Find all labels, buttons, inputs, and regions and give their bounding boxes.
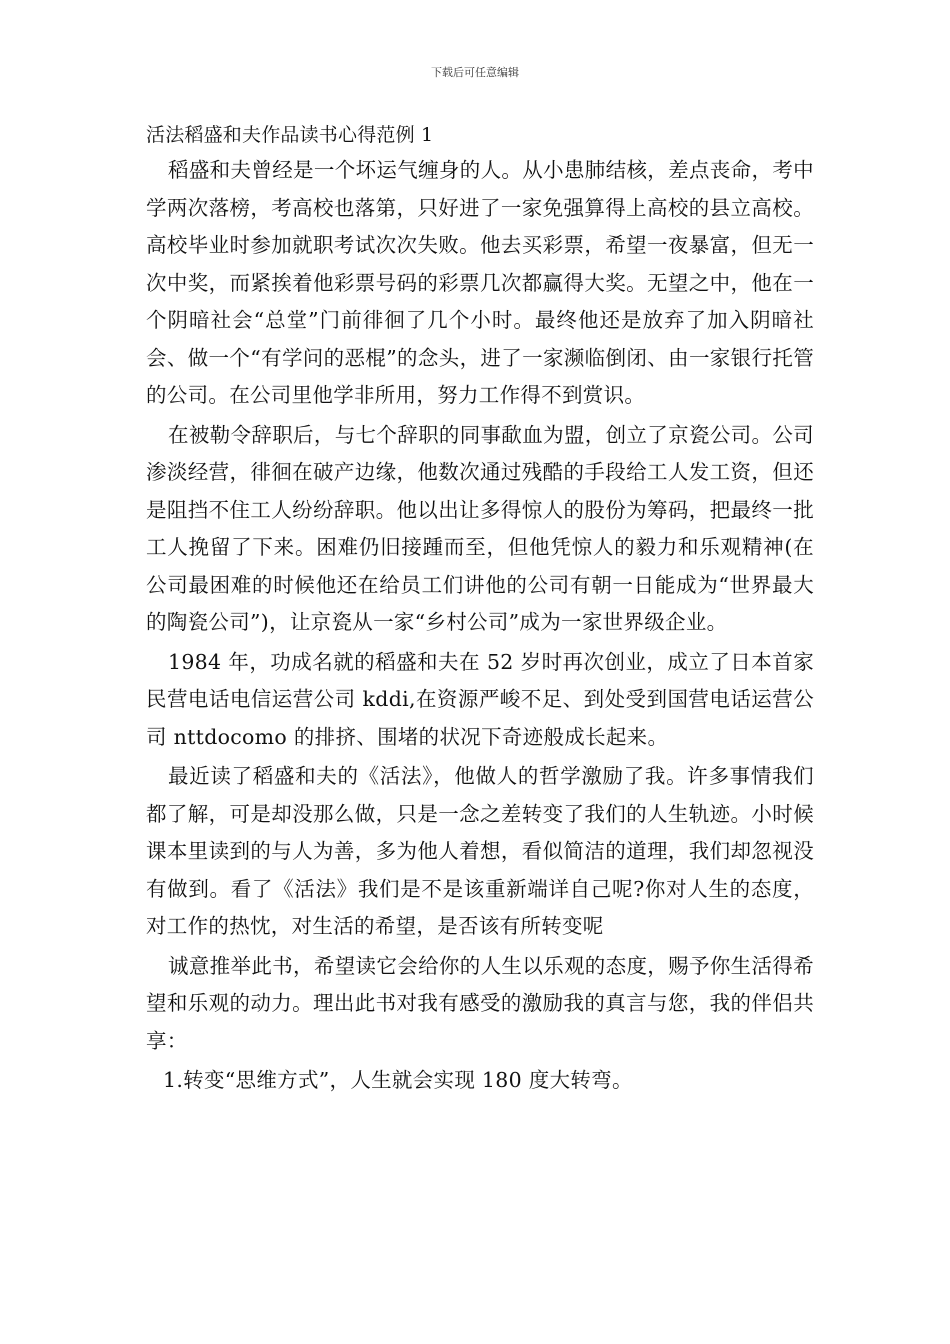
paragraph-5: 诚意推举此书，希望读它会给你的人生以乐观的态度，赐予你生活得希望和乐观的动力。理出此书对我有感受的激励我的真言与您，我的伴侣共享： xyxy=(146,953,814,1053)
paragraph-4: 最近读了稻盛和夫的《活法》，他做人的哲学激励了我。许多事情我们都了解，可是却没那么做，只是一念之差转变了我们的人生轨迹。小时候课本里读到的与人为善，多为他人着想，看似简洁的道理，我们却忽视没有做到。看了《活法》我们是不是该重新端详自己呢?你对人生的态度，对工作的热忱，对生活的希望，是否该有所转变呢 xyxy=(146,764,814,938)
paragraph-2: 在被勒令辞职后，与七个辞职的同事歃血为盟，创立了京瓷公司。公司渗淡经营，徘徊在破产边缘，他数次通过残酷的手段给工人发工资，但还是阻挡不住工人纷纷辞职。他以出让多得惊人的股份为筹码，把最终一批工人挽留了下来。困难仍旧接踵而至，但他凭惊人的毅力和乐观精神(在公司最困难的时候他还在给员工们讲他的公司有朝一日能成为“世界最大的陶瓷公司”)，让京瓷从一家“乡村公司”成为一家世界级企业。 xyxy=(146,422,814,634)
paragraph-1: 稻盛和夫曾经是一个坏运气缠身的人。从小患肺结核，差点丧命，考中学两次落榜，考高校也落第，只好进了一家免强算得上高校的县立高校。高校毕业时参加就职考试次次失败。他去买彩票，希望一夜暴富，但无一次中奖，而紧挨着他彩票号码的彩票几次都赢得大奖。无望之中，他在一个阴暗社会“总堂”门前徘徊了几个小时。最终他还是放弃了加入阴暗社会、做一个“有学问的恶棍”的念头，进了一家濒临倒闭、由一家银行托管的公司。在公司里他学非所用，努力工作得不到赏识。 xyxy=(146,158,814,407)
document-title: 活法稻盛和夫作品读书心得范例 1 xyxy=(146,124,434,146)
page-header-note: 下载后可任意编辑 xyxy=(431,66,519,79)
paragraph-3: 1984 年，功成名就的稻盛和夫在 52 岁时再次创业，成立了日本首家民营电话电信运营公司 kddi,在资源严峻不足、到处受到国营电话运营公司 nttdocomo 的排挤、围堵的状况下奇迹般成长起来。 xyxy=(146,649,814,749)
document-body xyxy=(146,120,814,1102)
list-item-1: 1.转变“思维方式”，人生就会实现 180 度大转弯。 xyxy=(163,1068,633,1092)
